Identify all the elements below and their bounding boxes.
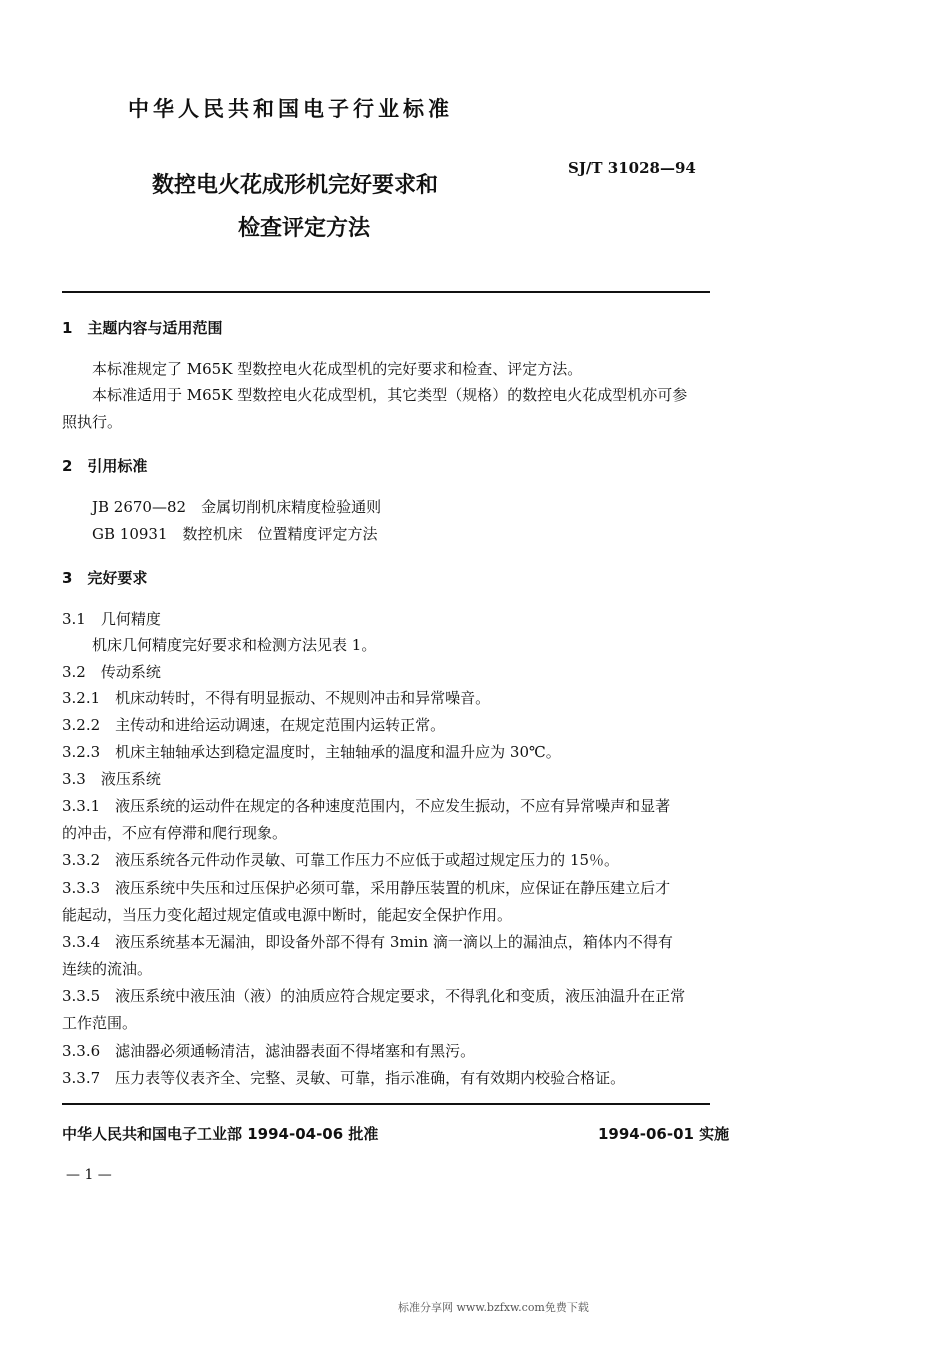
clause-3-2-1: 3.2.1 机床动转时，不得有明显振动、不规则冲击和异常噪音。 xyxy=(62,689,491,707)
clause-3-3-1-line-2: 的冲击，不应有停滞和爬行现象。 xyxy=(62,824,288,842)
clause-3-1-text: 机床几何精度完好要求和检测方法见表 1。 xyxy=(92,636,377,654)
effective-date: 1994-06-01 实施 xyxy=(598,1125,730,1143)
clause-3-3-5-line-1: 3.3.5 液压系统中液压油（液）的油质应符合规定要求，不得乳化和变质，液压油温升在正常 xyxy=(62,987,686,1005)
reference-2: GB 10931 数控机床 位置精度评定方法 xyxy=(92,525,378,543)
clause-3-3-7: 3.3.7 压力表等仪表齐全、完整、灵敏、可靠，指示准确，有有效期内校验合格证。 xyxy=(62,1069,626,1087)
section-1-para-2-line-2: 照执行。 xyxy=(62,413,123,431)
section-2-heading: 2 引用标准 xyxy=(62,457,148,475)
doc-title-line1: 数控电火花成形机完好要求和 xyxy=(152,173,439,198)
watermark: 标准分享网 www.bzfxw.com免费下载 xyxy=(398,1301,589,1314)
clause-3-3-3-line-2: 能起动，当压力变化超过规定值或电源中断时，能起安全保护作用。 xyxy=(62,906,513,924)
clause-3-3-1-line-1: 3.3.1 液压系统的运动件在规定的各种速度范围内，不应发生振动，不应有异常噪声和显著 xyxy=(62,797,671,815)
clause-3-3-4-line-2: 连续的流油。 xyxy=(62,960,153,978)
clause-3-2-3: 3.2.3 机床主轴轴承达到稳定温度时，主轴轴承的温度和温升应为 30℃。 xyxy=(62,743,561,761)
section-1-para-1: 本标准规定了 M65K 型数控电火花成型机的完好要求和检查、评定方法。 xyxy=(92,360,583,378)
reference-1: JB 2670—82 金属切削机床精度检验通则 xyxy=(92,498,382,516)
page-number: — 1 — xyxy=(66,1167,112,1183)
section-1-para-2-line-1: 本标准适用于 M65K 型数控电火花成型机，其它类型（规格）的数控电火花成型机亦可参 xyxy=(92,386,688,404)
doc-title-line2: 检查评定方法 xyxy=(238,216,371,241)
clause-3-3: 3.3 液压系统 xyxy=(62,770,161,788)
clause-3-3-6: 3.3.6 滤油器必须通畅清洁，滤油器表面不得堵塞和有黑污。 xyxy=(62,1042,476,1060)
clause-3-2: 3.2 传动系统 xyxy=(62,663,161,681)
clause-3-3-5-line-2: 工作范围。 xyxy=(62,1014,138,1032)
org-title: 中华人民共和国电子行业标准 xyxy=(128,97,453,121)
clause-3-3-3-line-1: 3.3.3 液压系统中失压和过压保护必须可靠，采用静压装置的机床，应保证在静压建立后才 xyxy=(62,879,671,897)
footer-rule xyxy=(62,1103,710,1105)
section-3-heading: 3 完好要求 xyxy=(62,569,148,587)
clause-3-3-2: 3.3.2 液压系统各元件动作灵敏、可靠工作压力不应低于或超过规定压力的 15％。 xyxy=(62,851,620,869)
header-rule xyxy=(62,291,710,293)
clause-3-3-4-line-1: 3.3.4 液压系统基本无漏油，即设备外部不得有 3min 滴一滴以上的漏油点，箱体内不得有 xyxy=(62,933,673,951)
standard-code: SJ/T 31028—94 xyxy=(568,159,696,177)
section-1-heading: 1 主题内容与适用范围 xyxy=(62,319,223,337)
approval-line: 中华人民共和国电子工业部 1994-04-06 批准 xyxy=(62,1125,379,1143)
clause-3-1: 3.1 几何精度 xyxy=(62,610,161,628)
clause-3-2-2: 3.2.2 主传动和进给运动调速，在规定范围内运转正常。 xyxy=(62,716,446,734)
